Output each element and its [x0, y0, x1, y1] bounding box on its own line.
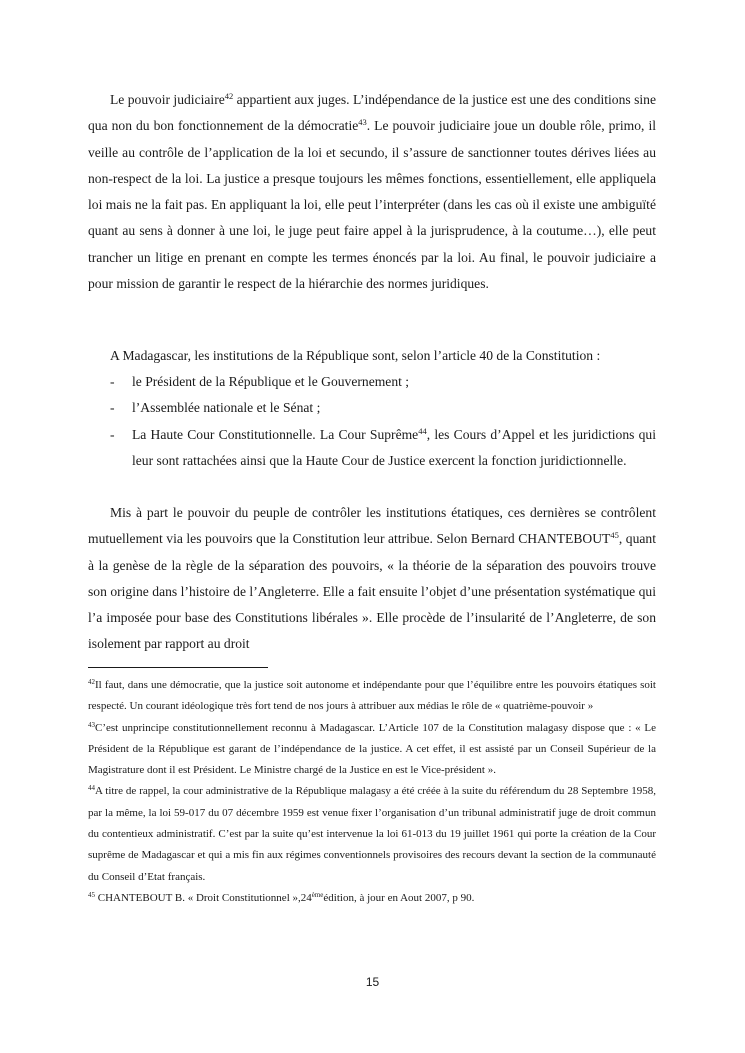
paragraph-separation-of-powers [88, 500, 656, 658]
list-dash: - [110, 426, 115, 442]
footnote-45 [88, 888, 656, 909]
footnote-ref-42[interactable]: 42 [224, 91, 234, 101]
institutions-list [88, 369, 656, 474]
list-item [88, 422, 656, 475]
list-item-text: , les Cours d’Appel et les juridictions qui leur sont rattachées ainsi que la Haute Cour de Justice exercent la fonction juridictionnelle. [132, 426, 657, 468]
footnote-ref-45[interactable]: 45 [610, 530, 619, 541]
paragraph-text: Mis à part le pouvoir du peuple de contrôler les institutions étatiques, ces dernières se contrôlent mutuellement via les pouvoirs que la Constitution leur attribue. Selon Bernard CHANTEBOUT [88, 505, 656, 547]
list-item [88, 369, 656, 395]
paragraph-judicial-power [88, 87, 656, 297]
paragraph-text: , quant à la genèse de la règle de la séparation des pouvoirs, « la théorie de la séparation des pouvoirs trouve son origine dans l’histoire de l’Angleterre. Elle a fait ensuite l’objet d’une présentation systématique qui l’a imposée pour base des Constitutions libérales ». Elle procède de l’insularité de l’Angleterre, de son isolement par rapport au droit [88, 531, 656, 652]
footnote-43 [88, 718, 656, 782]
footnote-separator [88, 667, 268, 668]
footnotes [88, 675, 656, 909]
footnote-text: Il faut, dans une démocratie, que la justice soit autonome et indépendante pour que l’équilibre entre les pouvoirs étatiques soit respecté. Un courant idéologique très fort tend de nos jours à attribuer aux médias le rôle de « quatrième-pouvoir » [88, 679, 656, 713]
list-item-text: le Président de la République et le Gouvernement ; [132, 374, 410, 389]
paragraph-institutions-intro [88, 343, 656, 369]
paragraph-text: A Madagascar, les institutions de la République sont, selon l’article 40 de la Constitution : [110, 348, 601, 363]
list-item-text: La Haute Cour Constitutionnelle. La Cour Suprême [132, 426, 419, 442]
footnote-text: A titre de rappel, la cour administrative de la République malagasy a été créée à la suite du référendum du 28 Septembre 1958, par la même, la loi 59-017 du 07 décembre 1959 est venue fixer l’organisation d’un tribunal administratif juge de droit commun du contentieux administratif. C’est par la suite qu’est intervenue la loi 61-013 du 19 juillet 1961 qui porte la création de la Cour suprême de Madagascar et qui a mis fin aux régimes conventionnels provisoires des recours devant la section de la communauté du Conseil d’Etat français. [88, 785, 656, 883]
footnote-ref-44[interactable]: 44 [418, 425, 427, 436]
list-dash: - [110, 374, 115, 389]
footnote-number: 43 [88, 720, 95, 729]
footnote-42 [88, 675, 656, 718]
footnote-superscript: ème [311, 890, 324, 899]
list-dash: - [110, 400, 115, 416]
footnote-number: 42 [88, 678, 95, 686]
footnote-ref-43[interactable]: 43 [358, 117, 367, 128]
footnote-text: C’est unprincipe constitutionnellement reconnu à Madagascar. L’Article 107 de la Constitution malagasy dispose que : « Le Président de la République est garant de l’indépendance de la justice. A cet effet, il est assisté par un Conseil Supérieur de la Magistrature dont il est Président. Le Ministre chargé de la Justice en est le Vice-président ». [88, 721, 656, 777]
footnote-text: CHANTEBOUT B. « Droit Constitutionnel »,24 [95, 891, 312, 904]
footnote-number: 44 [88, 784, 95, 793]
list-item-text: l’Assemblée nationale et le Sénat ; [132, 400, 321, 416]
footnote-text: édition, à jour en Aout 2007, p 90. [323, 891, 475, 904]
page-number: 15 [365, 975, 380, 989]
list-item [88, 395, 656, 421]
footnote-number: 45 [88, 890, 95, 899]
footnote-44 [88, 781, 656, 887]
paragraph-text: . Le pouvoir judiciaire joue un double rôle, primo, il veille au contrôle de l’application de la loi et secundo, il s’assure de sanctionner toutes dérives liées au non-respect de la loi. La justice a presque toujours les mêmes fonctions, essentiellement, elle appliquela loi mais ne la fait pas. En appliquant la loi, elle peut l’interpréter (dans les cas où il existe une ambiguïté quant au sens à donner à une loi, le juge peut faire appel à la jurisprudence, à la coutume…), elle peut trancher un litige en prenant en compte les termes énoncés par la loi. Au final, le pouvoir judiciaire a pour mission de garantir le respect de la hiérarchie des normes juridiques. [88, 118, 656, 292]
paragraph-text: appartient aux juges. L’indépendance de la justice est une des conditions sine qua non du bon fonctionnement de la démocratie [88, 92, 656, 134]
paragraph-text: Le pouvoir judiciaire [110, 92, 225, 107]
